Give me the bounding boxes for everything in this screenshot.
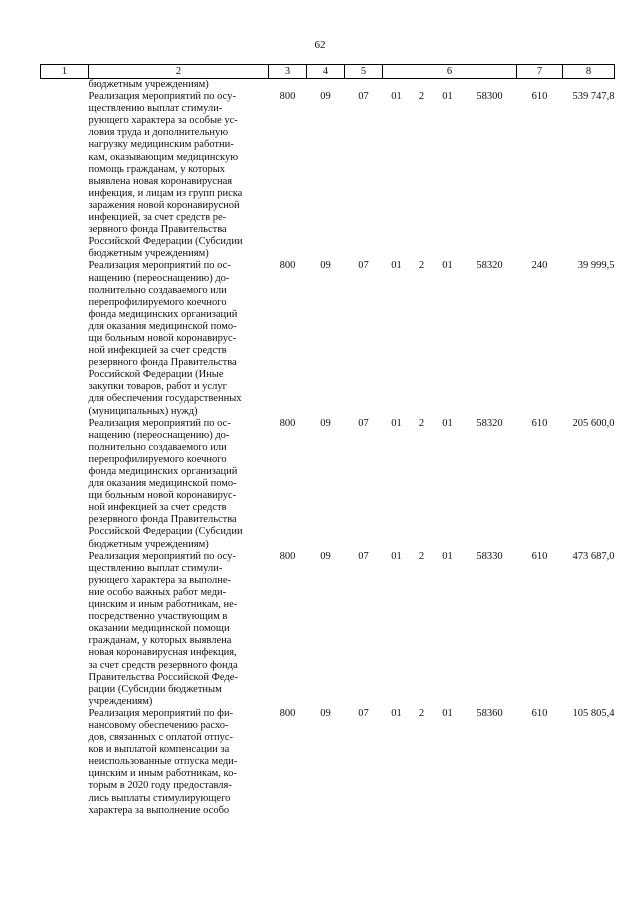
description-line: ществлению выплат стимули-: [88, 103, 223, 115]
description-line: для обеспечения государственных: [88, 393, 242, 405]
description-line: нагрузку медицинским работни-: [88, 139, 234, 151]
row-description: [89, 708, 269, 817]
subprogram-code: 2: [418, 260, 425, 272]
activity-code: 01: [442, 91, 453, 103]
table-row: [41, 260, 615, 417]
description-line: Реализация мероприятий по осу-: [88, 91, 236, 103]
header-row: [41, 65, 615, 79]
description-line: полнительно создаваемого или: [88, 284, 227, 296]
expense-type-code: 610: [531, 417, 548, 429]
table-row: [41, 551, 615, 708]
description-line: кам, оказывающим медицинскую: [88, 151, 239, 163]
description-line: Правительства Российской Феде-: [88, 671, 238, 683]
description-line: инфекцией, за счет средств ре-: [88, 212, 227, 224]
description-line: резервного фонда Правительства: [88, 357, 237, 369]
direction-code: 58300: [476, 91, 503, 103]
activity-code: 01: [442, 260, 453, 272]
description-line: рации (Субсидии бюджетным: [88, 683, 222, 695]
description-line: бюджетным учреждениям): [88, 248, 209, 260]
description-line: дов, связанных с оплатой отпус-: [88, 732, 234, 744]
chapter-code: 09: [320, 550, 331, 562]
section-code: 800: [279, 417, 296, 429]
description-line: Российской Федерации (Иные: [88, 369, 224, 381]
header-col-8: 8: [563, 65, 615, 79]
description-line: щи больным новой коронавирус-: [88, 332, 237, 344]
subprogram-code: 2: [418, 417, 425, 429]
header-col-2: 2: [89, 65, 269, 79]
description-line: инфекция, и лицам из групп риска: [88, 187, 243, 199]
description-line: ков и выплатой компенсации за: [88, 744, 230, 756]
description-line: Реализация мероприятий по ос-: [88, 260, 231, 272]
description-line: для оказания медицинской помо-: [88, 478, 237, 490]
description-line: нансовому обеспечению расхо-: [88, 719, 229, 731]
description-line: гражданам, у которых выявлена: [88, 635, 232, 647]
description-line: учреждениям): [88, 695, 153, 707]
page-number: 62: [314, 39, 326, 51]
description-line: перепрофилируемого коечного: [88, 453, 227, 465]
header-col-4: 4: [307, 65, 345, 79]
description-line: для оказания медицинской помо-: [88, 320, 237, 332]
continuation-row: [41, 79, 615, 92]
table-row: [41, 91, 615, 260]
subchapter-code: 07: [358, 417, 369, 429]
chapter-code: 09: [320, 417, 331, 429]
description-line: рующего характера за особые ус-: [88, 115, 238, 127]
subchapter-code: 07: [358, 550, 369, 562]
chapter-code: 09: [320, 91, 331, 103]
amount: 473 687,0: [572, 550, 615, 562]
header-col-5: 5: [345, 65, 383, 79]
description-line: торым в 2020 году предоставля-: [88, 780, 232, 792]
subchapter-code: 07: [358, 260, 369, 272]
subchapter-code: 07: [358, 707, 369, 719]
description-line: Российской Федерации (Субсидии: [88, 236, 243, 248]
description-line: выявлена новая коронавирусная: [88, 175, 233, 187]
description-line: ной инфекцией за счет средств: [88, 502, 227, 514]
description-line: полнительно создаваемого или: [88, 441, 227, 453]
direction-code: 58360: [476, 707, 503, 719]
description-line: неиспользованные отпуска меди-: [88, 756, 238, 768]
section-code: 800: [279, 550, 296, 562]
description-line: зервного фонда Правительства: [88, 224, 227, 236]
row-description: [89, 260, 269, 417]
row-col-1: [41, 91, 89, 260]
description-line: цинским и иным работникам, ко-: [88, 768, 237, 780]
expense-type-code: 610: [531, 550, 548, 562]
program-code: 01: [391, 707, 402, 719]
expense-type-code: 610: [531, 707, 548, 719]
description-line: нащению (переоснащению) до-: [88, 429, 230, 441]
expense-type-code: 610: [531, 91, 548, 103]
description-line: фонда медицинских организаций: [88, 466, 238, 477]
description-line: новая коронавирусная инфекция,: [88, 647, 237, 659]
row-col-1: [41, 708, 89, 817]
direction-code: 58330: [476, 550, 503, 562]
row-col-1: [41, 260, 89, 417]
table-row: [41, 418, 615, 551]
description-line: (муниципальных) нужд): [88, 405, 198, 417]
subprogram-code: 2: [418, 550, 425, 562]
chapter-code: 09: [320, 707, 331, 719]
section-code: 800: [279, 91, 296, 103]
amount: 105 805,4: [572, 707, 615, 719]
description-line: щи больным новой коронавирус-: [88, 490, 237, 502]
section-code: 800: [279, 707, 296, 719]
description-line: ловия труда и дополнительную: [88, 127, 229, 139]
subprogram-code: 2: [418, 707, 425, 719]
row-description: [89, 91, 269, 260]
header-col-1: 1: [41, 65, 89, 79]
description-line: характера за выполнение особо: [88, 804, 230, 816]
description-line: Российской Федерации (Субсидии: [88, 526, 243, 538]
row-description: [89, 551, 269, 708]
row-col-1: [41, 418, 89, 551]
program-code: 01: [391, 550, 402, 562]
subprogram-code: 2: [418, 91, 425, 103]
program-code: 01: [391, 417, 402, 429]
description-line: ние особо важных работ меди-: [88, 586, 227, 598]
description-line: Реализация мероприятий по фи-: [88, 707, 234, 719]
description-line: ной инфекцией за счет средств: [88, 345, 227, 357]
description-line: оказании медицинской помощи: [88, 623, 230, 635]
description-line: помощь гражданам, у которых: [88, 163, 226, 175]
description-line: нащению (переоснащению) до-: [88, 272, 230, 284]
description-line: перепрофилируемого коечного: [88, 296, 227, 308]
table-row: [41, 708, 615, 817]
direction-code: 58320: [476, 260, 503, 272]
program-code: 01: [391, 260, 402, 272]
header-col-6: 6: [383, 65, 517, 79]
header-col-7: 7: [517, 65, 563, 79]
section-code: 800: [279, 260, 296, 272]
row-col-1: [41, 551, 89, 708]
description-line: рующего характера за выполне-: [88, 574, 231, 586]
header-col-3: 3: [269, 65, 307, 79]
amount: 539 747,8: [572, 91, 615, 103]
description-line: посредственно участвующим в: [88, 611, 228, 623]
description-line: ществлению выплат стимули-: [88, 562, 223, 574]
chapter-code: 09: [320, 260, 331, 272]
activity-code: 01: [442, 707, 453, 719]
description-line: фонда медицинских организаций: [88, 308, 238, 320]
description-line: закупки товаров, работ и услуг: [88, 381, 227, 393]
amount: 205 600,0: [572, 417, 615, 429]
activity-code: 01: [442, 550, 453, 562]
description-line: за счет средств резервного фонда: [88, 659, 238, 671]
subchapter-code: 07: [358, 91, 369, 103]
direction-code: 58320: [476, 417, 503, 429]
continuation-text: бюджетным учреждениям): [88, 79, 209, 90]
description-line: лись выплаты стимулирующего: [88, 792, 231, 804]
description-line: резервного фонда Правительства: [88, 514, 237, 526]
description-line: Реализация мероприятий по осу-: [88, 550, 236, 562]
description-line: заражения новой коронавирусной: [88, 199, 240, 211]
expense-type-code: 240: [531, 260, 548, 272]
amount: 39 999,5: [577, 260, 615, 272]
activity-code: 01: [442, 417, 453, 429]
program-code: 01: [391, 91, 402, 103]
budget-table: [40, 64, 615, 817]
description-line: бюджетным учреждениям): [88, 538, 209, 550]
description-line: Реализация мероприятий по ос-: [88, 417, 231, 429]
row-description: [89, 418, 269, 551]
description-line: цинским и иным работникам, не-: [88, 599, 238, 611]
